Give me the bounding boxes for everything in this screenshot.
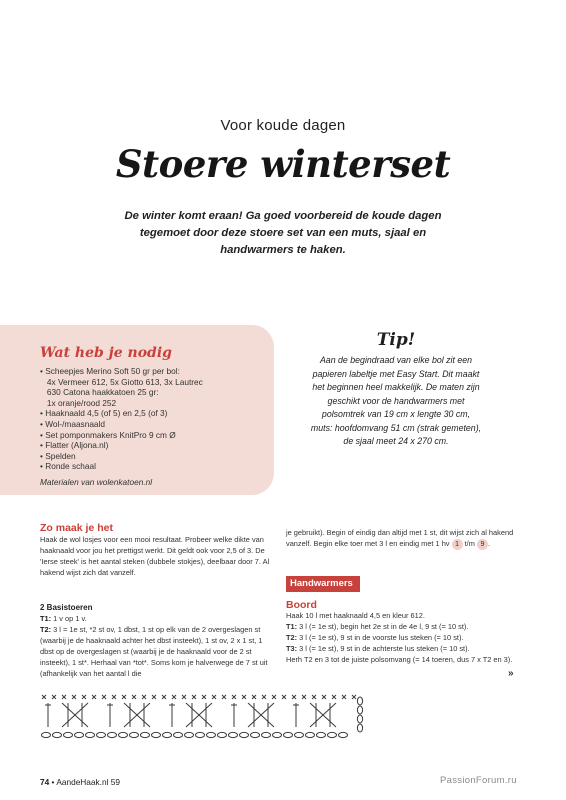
materials-heading: Wat heb je nodig	[40, 345, 172, 361]
chain-stitch	[152, 732, 161, 737]
magazine-name: AandeHaak.nl 59	[56, 777, 120, 787]
chain-stitch	[317, 732, 326, 737]
crochet-chart-diagram	[38, 691, 366, 743]
section-heading-how: Zo maak je het	[40, 522, 113, 534]
materials-item: 4x Vermeer 612, 5x Giotto 613, 3x Lautrec	[40, 376, 203, 387]
row-label: T2:	[286, 632, 298, 642]
chain-stitch	[357, 697, 362, 705]
section-heading-boord: Boord	[286, 599, 317, 611]
row-label: T1:	[40, 614, 52, 623]
continue-arrow-icon: »	[508, 668, 514, 679]
diagram-ref-badge: 9	[477, 539, 488, 550]
basic-rows-list	[40, 614, 278, 679]
chain-stitch	[86, 732, 95, 737]
intro-text: De winter komt eraan! Ga goed voorbereid de koude dagen tegemoet door deze stoere set van een muts, sjaal en handwarmers te haken.	[124, 210, 442, 256]
materials-item: 630 Catona haakkatoen 25 gr:	[40, 387, 159, 398]
row-instruction	[286, 644, 524, 655]
footer-bullet: •	[51, 777, 55, 787]
row-label: T1:	[286, 621, 298, 631]
chain-stitch	[328, 732, 337, 737]
chain-stitch	[64, 732, 73, 737]
chain-stitch	[218, 732, 227, 737]
column-two-text	[286, 528, 524, 550]
row-text: 3 l (= 1e st), 9 st in de achterste lus steken (= 10 st).	[297, 643, 470, 653]
materials-item: • Ronde schaal	[40, 461, 96, 472]
chain-stitch	[295, 732, 304, 737]
chain-stitch	[306, 732, 315, 737]
chain-stitch	[53, 732, 62, 737]
chain-stitch	[185, 732, 194, 737]
materials-credit: Materialen van wolenkatoen.nl	[40, 477, 153, 487]
chain-stitch	[240, 732, 249, 737]
chain-stitch	[42, 732, 51, 737]
chain-stitch	[196, 732, 205, 737]
materials-item: 1x oranje/rood 252	[40, 397, 117, 408]
row-instruction	[40, 614, 278, 625]
chain-stitch	[262, 732, 271, 737]
watermark: PassionForum.ru	[440, 775, 517, 786]
chain-stitch	[130, 732, 139, 737]
row-label: T2:	[40, 624, 52, 634]
row-instruction	[286, 622, 524, 633]
chain-stitch	[174, 732, 183, 737]
page-number: 74	[40, 777, 50, 787]
how-text: Haak de wol losjes voor een mooi resultaat. Probeer welke dikte van haaknaald voor jou het prettigst werkt. Dit geldt ook voor 2,5 of 3. De 'Ierse steek' is het aantal steken (dubbele stokjes), deelbaar door 7. Al hakend wijst zich dat vanzelf.	[40, 535, 270, 577]
row-label: T3:	[286, 643, 298, 653]
chain-stitch	[357, 724, 362, 732]
page-footer	[40, 777, 120, 787]
basic-rows-heading: 2 Basistoeren	[40, 603, 93, 612]
materials-item: • Set pomponmakers KnitPro 9 cm Ø	[40, 429, 176, 440]
chain-stitch	[284, 732, 293, 737]
chain-stitch	[163, 732, 172, 737]
chain-stitch	[251, 732, 260, 737]
kicker: Voor koude dagen	[220, 117, 346, 134]
chain-stitch	[75, 732, 84, 737]
continued-text: t/m	[462, 538, 477, 548]
materials-item: • Haaknaald 4,5 (of 5) en 2,5 (of 3)	[40, 408, 168, 419]
continued-text: je gebruikt). Begin of eindig dan altijd met 1 st, dit wijst zich al hakend vanzelf. Begin elke toer met 3 l en eindig met 1 hv	[286, 528, 514, 548]
materials-list	[40, 366, 268, 472]
boord-list	[286, 611, 524, 666]
materials-item: • Spelden	[40, 450, 76, 461]
chain-stitch	[339, 732, 348, 737]
stitch-row	[42, 695, 356, 727]
row-text: 1 v op 1 v.	[51, 614, 87, 623]
chain-stitch	[207, 732, 216, 737]
section-tag-handwarmers: Handwarmers	[286, 576, 360, 592]
repeat-instruction: Herh T2 en 3 tot de juiste polsomvang (= 14 toeren, dus 7 x T2 en 3).	[286, 654, 513, 664]
tip-text: Aan de begindraad van elke bol zit een papieren labeltje met Easy Start. Dit maakt het beginnen heel makkelijk. De maten zijn geschikt voor de handwarmers met polsomtrek van 19 cm x lengte 30 cm, muts: hoofdomvang 51 cm (strak gemeten), de sjaal meet 24 x 270 cm.	[310, 355, 482, 446]
row-instruction	[40, 625, 278, 680]
chain-stitch	[97, 732, 106, 737]
tip-heading: Tip!	[376, 330, 416, 350]
diagram-ref-badge: 1	[452, 539, 463, 550]
materials-item: • Flatter (Aljona.nl)	[40, 440, 109, 451]
row-instruction	[286, 633, 524, 644]
chain-stitch	[273, 732, 282, 737]
chain-stitch	[119, 732, 128, 737]
row-text: 3 l (= 1e st), begin het 2e st in de 4e l, 9 st (= 10 st).	[297, 621, 469, 631]
page-title: Stoere winterset	[115, 142, 451, 186]
chain-stitch	[108, 732, 117, 737]
materials-item: • Wol-/maasnaald	[40, 418, 106, 429]
row-text: 3 l = 1e st, *2 st ov, 1 dbst, 1 st op elk van de 2 overgeslagen st (waarbij je de haaknaald achter het dbst insteekt), 1 st ov, 2 x 1 st, 1 dbst op de overgeslagen st (waarbij je de haaknaald voor de 2 st insteekt), 1 st*. Herhaal van *tot*. Soms kom je halverwege de 7 st uit (afhankelijk van het aantal l die	[40, 624, 268, 678]
chain-stitch	[141, 732, 150, 737]
boord-intro: Haak 10 l met haaknaald 4,5 en kleur 612.	[286, 611, 425, 620]
continued-text: .	[487, 538, 490, 548]
materials-item: • Scheepjes Merino Soft 50 gr per bol:	[40, 366, 180, 376]
row-text: 3 l (= 1e st), 9 st in de voorste lus steken (= 10 st).	[297, 632, 464, 642]
chain-stitch	[357, 715, 362, 723]
chain-stitch	[229, 732, 238, 737]
chain-stitch	[357, 706, 362, 714]
